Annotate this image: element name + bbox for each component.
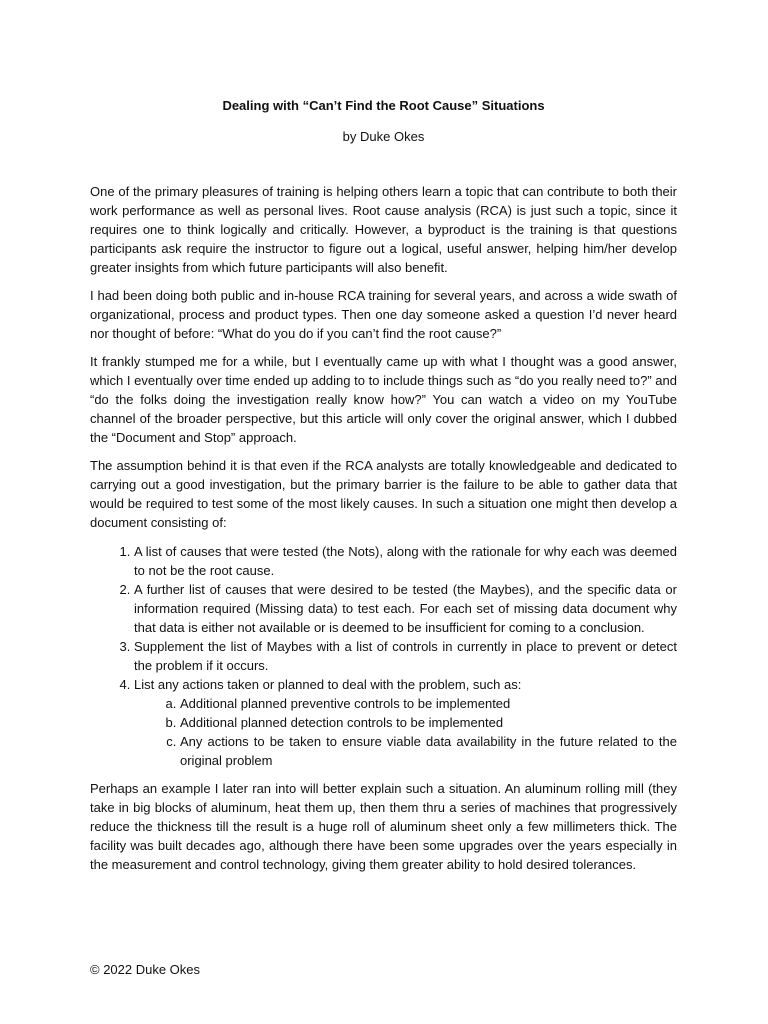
paragraph: The assumption behind it is that even if the RCA analysts are totally knowledgeable and dedicated to carrying out a good investigation, but the primary barrier is the failure to be able to gather data that would be required to test some of the most likely causes. In such a situation one might then develop a document consisting of: — [90, 458, 677, 530]
document-body — [90, 182, 677, 874]
lettered-sublist — [134, 694, 677, 770]
paragraph: It frankly stumped me for a while, but I eventually came up with what I thought was a good answer, which I eventually over time ended up adding to to include things such as “do you really need to?” and “do the folks doing the investigation really know how?” You can watch a video on my YouTube channel of the broader perspective, but this article will only cover the original answer, which I dubbed the “Document and Stop” approach. — [90, 354, 677, 445]
list-item-text: A list of causes that were tested (the Nots), along with the rationale for why each was deemed to not be the root cause. — [134, 544, 677, 578]
sublist-item — [180, 694, 677, 713]
sublist-item — [180, 713, 677, 732]
sublist-item-text: Additional planned preventive controls to be implemented — [180, 696, 511, 711]
document-page — [90, 86, 677, 883]
list-item — [134, 580, 677, 637]
list-item-text: Supplement the list of Maybes with a list of controls in currently in place to prevent or detect the problem if it occurs. — [134, 639, 677, 673]
list-item — [134, 637, 677, 675]
numbered-list — [90, 542, 677, 770]
copyright-footer: © 2022 Duke Okes — [90, 962, 201, 977]
document-title: Dealing with “Can’t Find the Root Cause” Situations — [222, 98, 545, 113]
paragraph: One of the primary pleasures of training is helping others learn a topic that can contribute to both their work performance as well as personal lives. Root cause analysis (RCA) is just such a topic, since it requires one to think logically and critically. However, a byproduct is the training is that questions participants ask require the instructor to figure out a logical, useful answer, helping him/her develop greater insights from which future participants will also benefit. — [90, 184, 677, 275]
list-item-text: A further list of causes that were desired to be tested (the Maybes), and the specific data or information required (Missing data) to test each. For each set of missing data document why that data is either not available or is deemed to be insufficient for coming to a conclusion. — [134, 582, 677, 635]
document-byline: by Duke Okes — [342, 129, 425, 144]
list-item-text: List any actions taken or planned to deal with the problem, such as: — [134, 677, 522, 692]
paragraph: I had been doing both public and in-house RCA training for several years, and across a wide swath of organizational, process and product types. Then one day someone asked a question I’d never heard nor thought of before: “What do you do if you can’t find the root cause?” — [90, 288, 677, 341]
paragraph: Perhaps an example I later ran into will better explain such a situation. An aluminum rolling mill (they take in big blocks of aluminum, heat them up, then them thru a series of machines that progressively reduce the thickness till the result is a huge roll of aluminum sheet only a few millimeters thick. The facility was built decades ago, although there have been some upgrades over the years especially in the measurement and control technology, giving them greater ability to hold desired tolerances. — [90, 781, 677, 872]
sublist-item-text: Additional planned detection controls to be implemented — [180, 715, 504, 730]
list-item — [134, 675, 677, 770]
sublist-item — [180, 732, 677, 770]
list-item — [134, 542, 677, 580]
sublist-item-text: Any actions to be taken to ensure viable data availability in the future related to the original problem — [180, 734, 677, 768]
